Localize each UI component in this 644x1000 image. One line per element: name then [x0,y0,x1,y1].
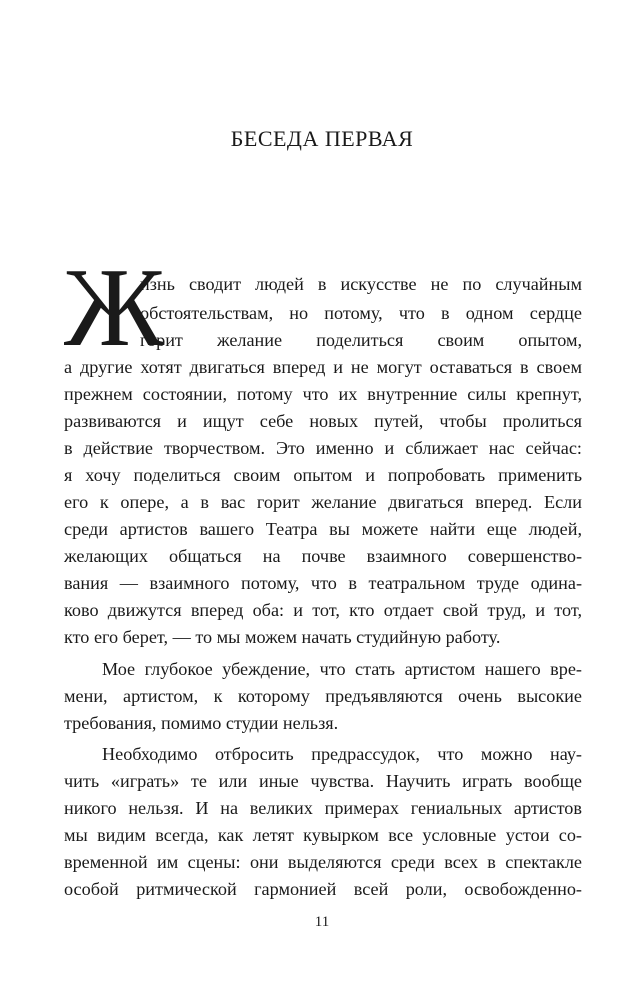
text-line: Мое глубокое убеждение, что стать артистом нашего вре- [102,659,582,679]
text-line: развиваются и ищут себе новых путей, чтобы пролиться [64,411,582,431]
text-line: прежнем состоянии, потому что их внутренние силы крепнут, [64,384,582,404]
drop-cap: Ж [64,246,165,370]
text-line: его к опере, а в вас горит желание двигаться вперед. Если [64,492,582,512]
text-line: вания — взаимного потому, что в театральном труде одина- [64,573,582,593]
text-line: никого нельзя. И на великих примерах гениальных артистов [64,798,582,818]
text-line: в действие творчеством. Это именно и сближает нас сейчас: [64,438,582,458]
page-number: 11 [314,914,330,930]
text-line: мы видим всегда, как летят кувырком все условные устои со- [64,825,582,845]
text-line: кто его берет, — то мы можем начать студийную работу. [64,627,501,647]
text-line: среди артистов вашего Театра вы можете найти еще людей, [64,519,582,539]
text-line: временной им сцены: они выделяются среди всех в спектакле [64,852,582,872]
page-title: БЕСЕДА ПЕРВАЯ [230,126,414,151]
text-line: требования, помимо студии нельзя. [64,713,339,733]
text-line: желающих общаться на почве взаимного совершенство- [64,546,582,566]
text-line: чить «играть» те или иные чувства. Научить играть вообще [64,771,582,791]
text-line: ково движутся вперед оба: и тот, кто отдает свой труд, и тот, [64,600,582,620]
text-line: я хочу поделиться своим опытом и попробовать применить [64,465,582,485]
text-line: мени, артистом, к которому предъявляются очень высокие [64,686,582,706]
text-line: Необходимо отбросить предрассудок, что можно нау- [102,744,582,764]
text-line: особой ритмической гармонией всей роли, освобожденно- [64,879,582,899]
text-line: а другие хотят двигаться вперед и не могут оставаться в своем [64,357,582,377]
text-line: обстоятельствам, но потому, что в одном сердце [140,303,582,323]
text-line: горит желание поделиться своим опытом, [140,330,582,350]
text-line: изнь сводит людей в искусстве не по случайным [140,274,582,294]
